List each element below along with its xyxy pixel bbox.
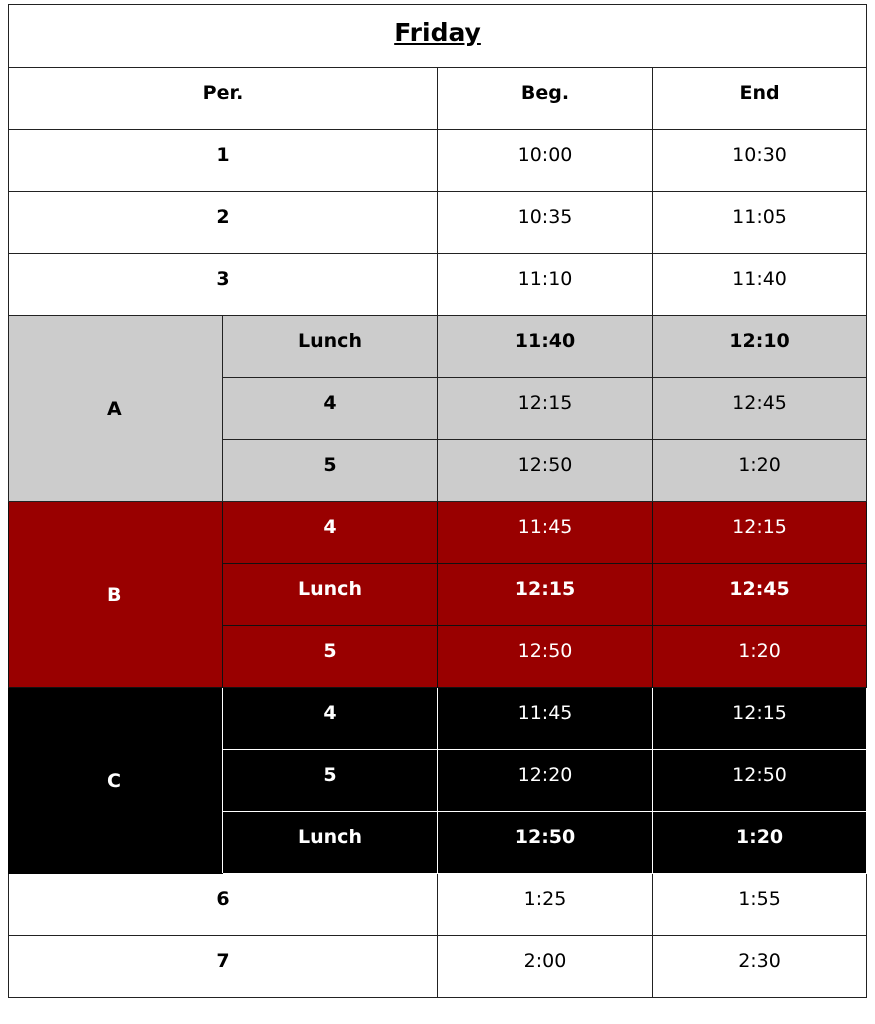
- end-cell: 11:40: [653, 254, 867, 316]
- group-b-label-text: B: [107, 583, 122, 606]
- end-cell: 12:45: [653, 564, 867, 626]
- end-cell: 10:30: [653, 130, 867, 192]
- begin-cell: 11:40: [438, 316, 653, 378]
- begin-cell: 12:15: [438, 378, 653, 440]
- title-row: [9, 5, 867, 68]
- period-cell: 2: [9, 192, 438, 254]
- group-c-label: [9, 688, 223, 874]
- table-row: [9, 130, 867, 192]
- header-end: End: [653, 68, 867, 130]
- end-cell: 11:05: [653, 192, 867, 254]
- period-cell: 4: [223, 502, 438, 564]
- begin-cell: 12:50: [438, 440, 653, 502]
- group-a-label-text: A: [107, 397, 122, 420]
- end-cell: 2:30: [653, 936, 867, 998]
- group-c-row: [9, 688, 867, 750]
- end-cell: 1:20: [653, 440, 867, 502]
- end-cell: 12:10: [653, 316, 867, 378]
- end-cell: 1:20: [653, 812, 867, 874]
- period-cell: 5: [223, 440, 438, 502]
- period-cell: Lunch: [223, 564, 438, 626]
- group-b-label: [9, 502, 223, 688]
- begin-cell: 12:50: [438, 812, 653, 874]
- period-cell: Lunch: [223, 316, 438, 378]
- end-cell: 12:15: [653, 688, 867, 750]
- begin-cell: 2:00: [438, 936, 653, 998]
- header-period: Per.: [9, 68, 438, 130]
- header-begin: Beg.: [438, 68, 653, 130]
- period-cell: Lunch: [223, 812, 438, 874]
- begin-cell: 12:50: [438, 626, 653, 688]
- end-cell: 12:15: [653, 502, 867, 564]
- friday-schedule-table: [8, 4, 867, 998]
- begin-cell: 12:20: [438, 750, 653, 812]
- end-cell: 12:45: [653, 378, 867, 440]
- begin-cell: 11:45: [438, 502, 653, 564]
- period-cell: 5: [223, 750, 438, 812]
- group-a-row: [9, 316, 867, 378]
- period-cell: 6: [9, 874, 438, 936]
- table-row: [9, 936, 867, 998]
- begin-cell: 10:35: [438, 192, 653, 254]
- table-row: [9, 874, 867, 936]
- group-a-label: [9, 316, 223, 502]
- begin-cell: 1:25: [438, 874, 653, 936]
- begin-cell: 12:15: [438, 564, 653, 626]
- schedule-title-cell: [9, 5, 867, 68]
- period-cell: 5: [223, 626, 438, 688]
- schedule-title: Friday: [394, 17, 481, 47]
- begin-cell: 11:10: [438, 254, 653, 316]
- period-cell: 3: [9, 254, 438, 316]
- period-cell: 4: [223, 688, 438, 750]
- begin-cell: 11:45: [438, 688, 653, 750]
- header-row: [9, 68, 867, 130]
- group-c-label-text: C: [107, 769, 121, 792]
- group-b-row: [9, 502, 867, 564]
- period-cell: 7: [9, 936, 438, 998]
- end-cell: 12:50: [653, 750, 867, 812]
- table-row: [9, 254, 867, 316]
- end-cell: 1:55: [653, 874, 867, 936]
- period-cell: 4: [223, 378, 438, 440]
- begin-cell: 10:00: [438, 130, 653, 192]
- end-cell: 1:20: [653, 626, 867, 688]
- period-cell: 1: [9, 130, 438, 192]
- table-row: [9, 192, 867, 254]
